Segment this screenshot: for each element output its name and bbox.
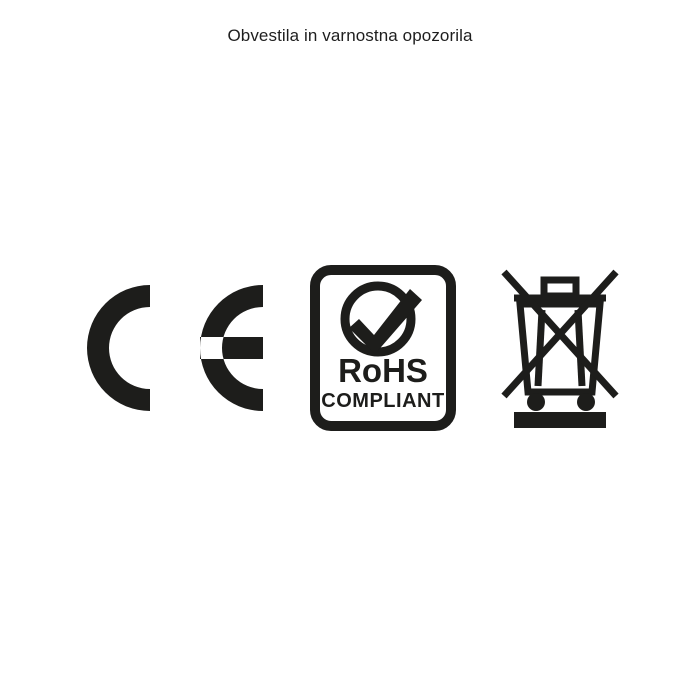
page-title: Obvestila in varnostna opozorila bbox=[227, 26, 473, 45]
rohs-text-line1: RoHS bbox=[338, 351, 428, 389]
rohs-compliant-symbol bbox=[310, 265, 456, 431]
weee-crossed-out-wheelie-bin-icon bbox=[498, 264, 622, 432]
ce-marking-icon bbox=[78, 273, 268, 423]
rohs-compliant-icon bbox=[310, 265, 456, 431]
weee-symbol bbox=[498, 264, 622, 432]
symbol-row bbox=[0, 255, 700, 440]
ce-marking-symbol bbox=[78, 273, 268, 423]
rohs-text-line2: COMPLIANT bbox=[321, 389, 445, 412]
